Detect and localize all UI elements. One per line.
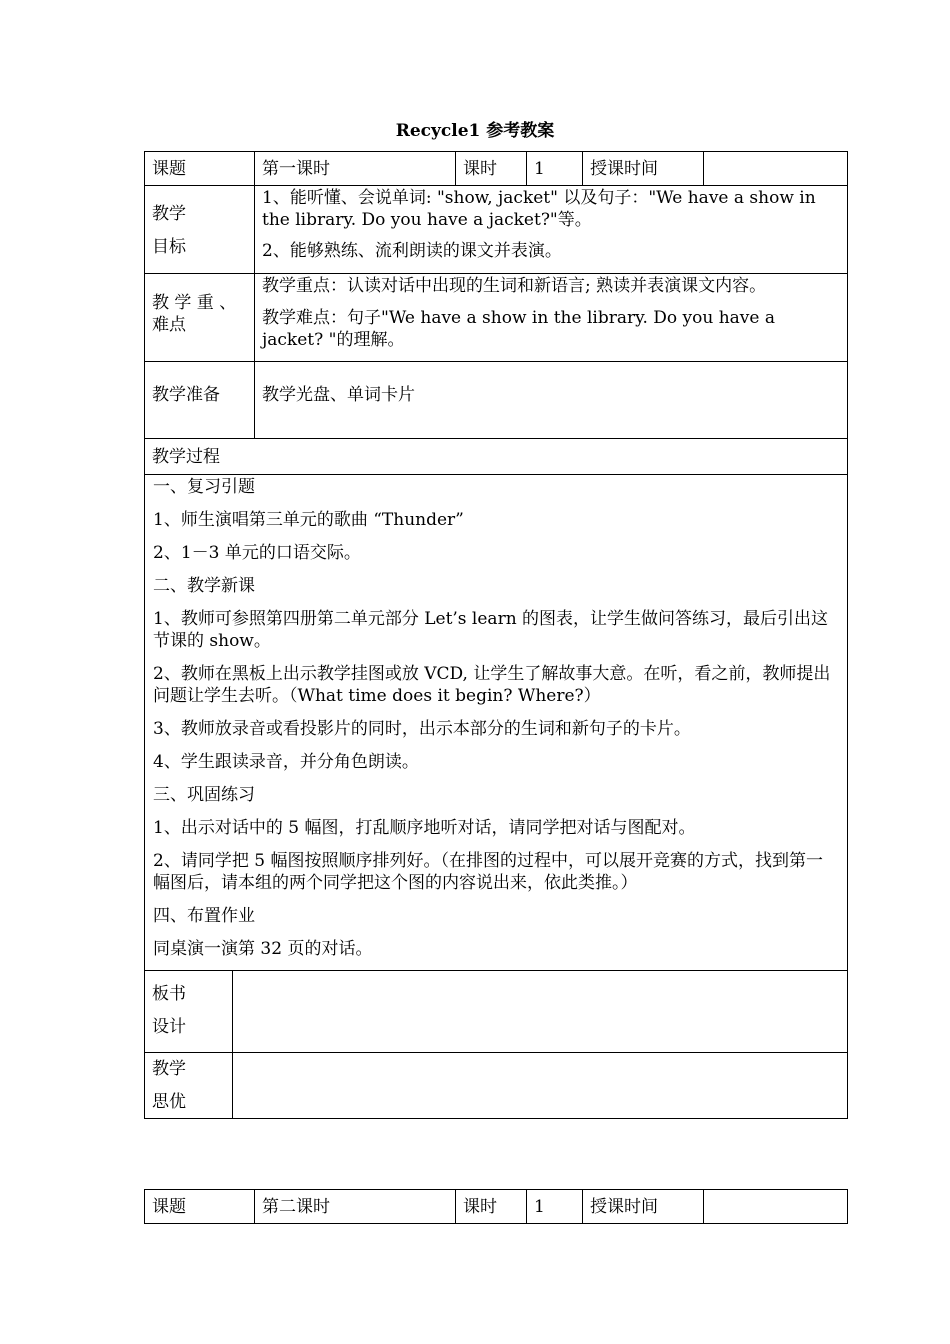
process-step: 同桌演一演第 32 页的对话。 [153,939,373,959]
header-row [145,1190,848,1224]
document-title: Recycle1 参考教案 [395,121,555,141]
goals-label-line2: 目标 [152,237,186,257]
process-step: 一、复习引题 [153,477,255,497]
teaching-focus: 教学重点：认读对话中出现的生词和新语言; 熟读并表演课文内容。 [262,276,767,296]
goals-row [145,186,848,274]
preparation-label: 教学准备 [145,362,255,438]
process-step: 三、巩固练习 [153,785,255,805]
process-step: 3、教师放录音或看投影片的同时，出示本部分的生词和新句子的卡片。 [153,719,691,739]
reflection-label [145,1053,233,1118]
process-label-row [145,439,848,475]
process-step: 1、出示对话中的 5 幅图，打乱顺序地听对话，请同学把对话与图配对。 [153,818,696,838]
key-points-label-line2: 难点 [152,315,186,335]
process-step: 四、布置作业 [153,906,255,926]
process-step: 2、请同学把 5 幅图按照顺序排列好。（在排图的过程中，可以展开竞赛的方式，找到第一幅图后，请本组的两个同学把这个图的内容说出来，依此类推。） [153,851,823,893]
period-value: 1 [527,152,583,185]
goals-content [255,186,848,273]
process-label: 教学过程 [145,439,848,474]
goal-item-1: 1、能听懂、会说单词: "show, jacket" 以及句子："We have a show in the library. Do you have a jacket?"等。 [262,188,816,230]
time-value [704,152,848,185]
lesson-plan-table-1 [144,151,848,1119]
process-step: 二、教学新课 [153,576,255,596]
process-content-row [145,475,848,971]
period-value: 1 [527,1190,583,1223]
topic-value: 第一课时 [255,152,456,185]
period-label: 课时 [456,152,527,185]
topic-label: 课题 [145,152,255,185]
process-step: 1、师生演唱第三单元的歌曲 “Thunder” [153,510,464,530]
board-design-row [145,971,848,1053]
reflection-label-line2: 思优 [152,1092,186,1112]
process-content [145,475,848,970]
reflection-value [233,1053,848,1118]
time-label: 授课时间 [583,152,704,185]
lesson-plan-table-2 [144,1189,848,1224]
key-points-row [145,274,848,362]
board-design-value [233,971,848,1052]
process-step: 2、教师在黑板上出示教学挂图或放 VCD, 让学生了解故事大意。在听，看之前，教师提出问题让学生去听。（What time does it begin? Where?） [153,664,831,706]
header-row [145,152,848,186]
topic-label: 课题 [145,1190,255,1223]
period-label: 课时 [456,1190,527,1223]
time-label: 授课时间 [583,1190,704,1223]
goals-label [145,186,255,273]
key-points-content [255,274,848,361]
goal-item-2: 2、能够熟练、流利朗读的课文并表演。 [262,241,562,261]
board-design-label-line1: 板书 [152,984,186,1004]
teaching-difficulty: 教学难点：句子"We have a show in the library. Do you have a jacket? "的理解。 [262,308,776,350]
time-value [704,1190,848,1223]
board-design-label-line2: 设计 [152,1017,186,1037]
process-step: 2、1－3 单元的口语交际。 [153,543,361,563]
process-step: 1、教师可参照第四册第二单元部分 Let’s learn 的图表，让学生做问答练习，最后引出这节课的 show。 [153,609,829,651]
goals-label-line1: 教学 [152,204,186,224]
key-points-label-line1: 教 学 重 、 [152,293,237,313]
key-points-label [145,274,255,361]
reflection-row [145,1053,848,1119]
board-design-label [145,971,233,1052]
preparation-row [145,362,848,439]
process-step: 4、学生跟读录音，并分角色朗读。 [153,752,419,772]
topic-value: 第二课时 [255,1190,456,1223]
preparation-value: 教学光盘、单词卡片 [255,362,848,438]
reflection-label-line1: 教学 [152,1059,186,1079]
